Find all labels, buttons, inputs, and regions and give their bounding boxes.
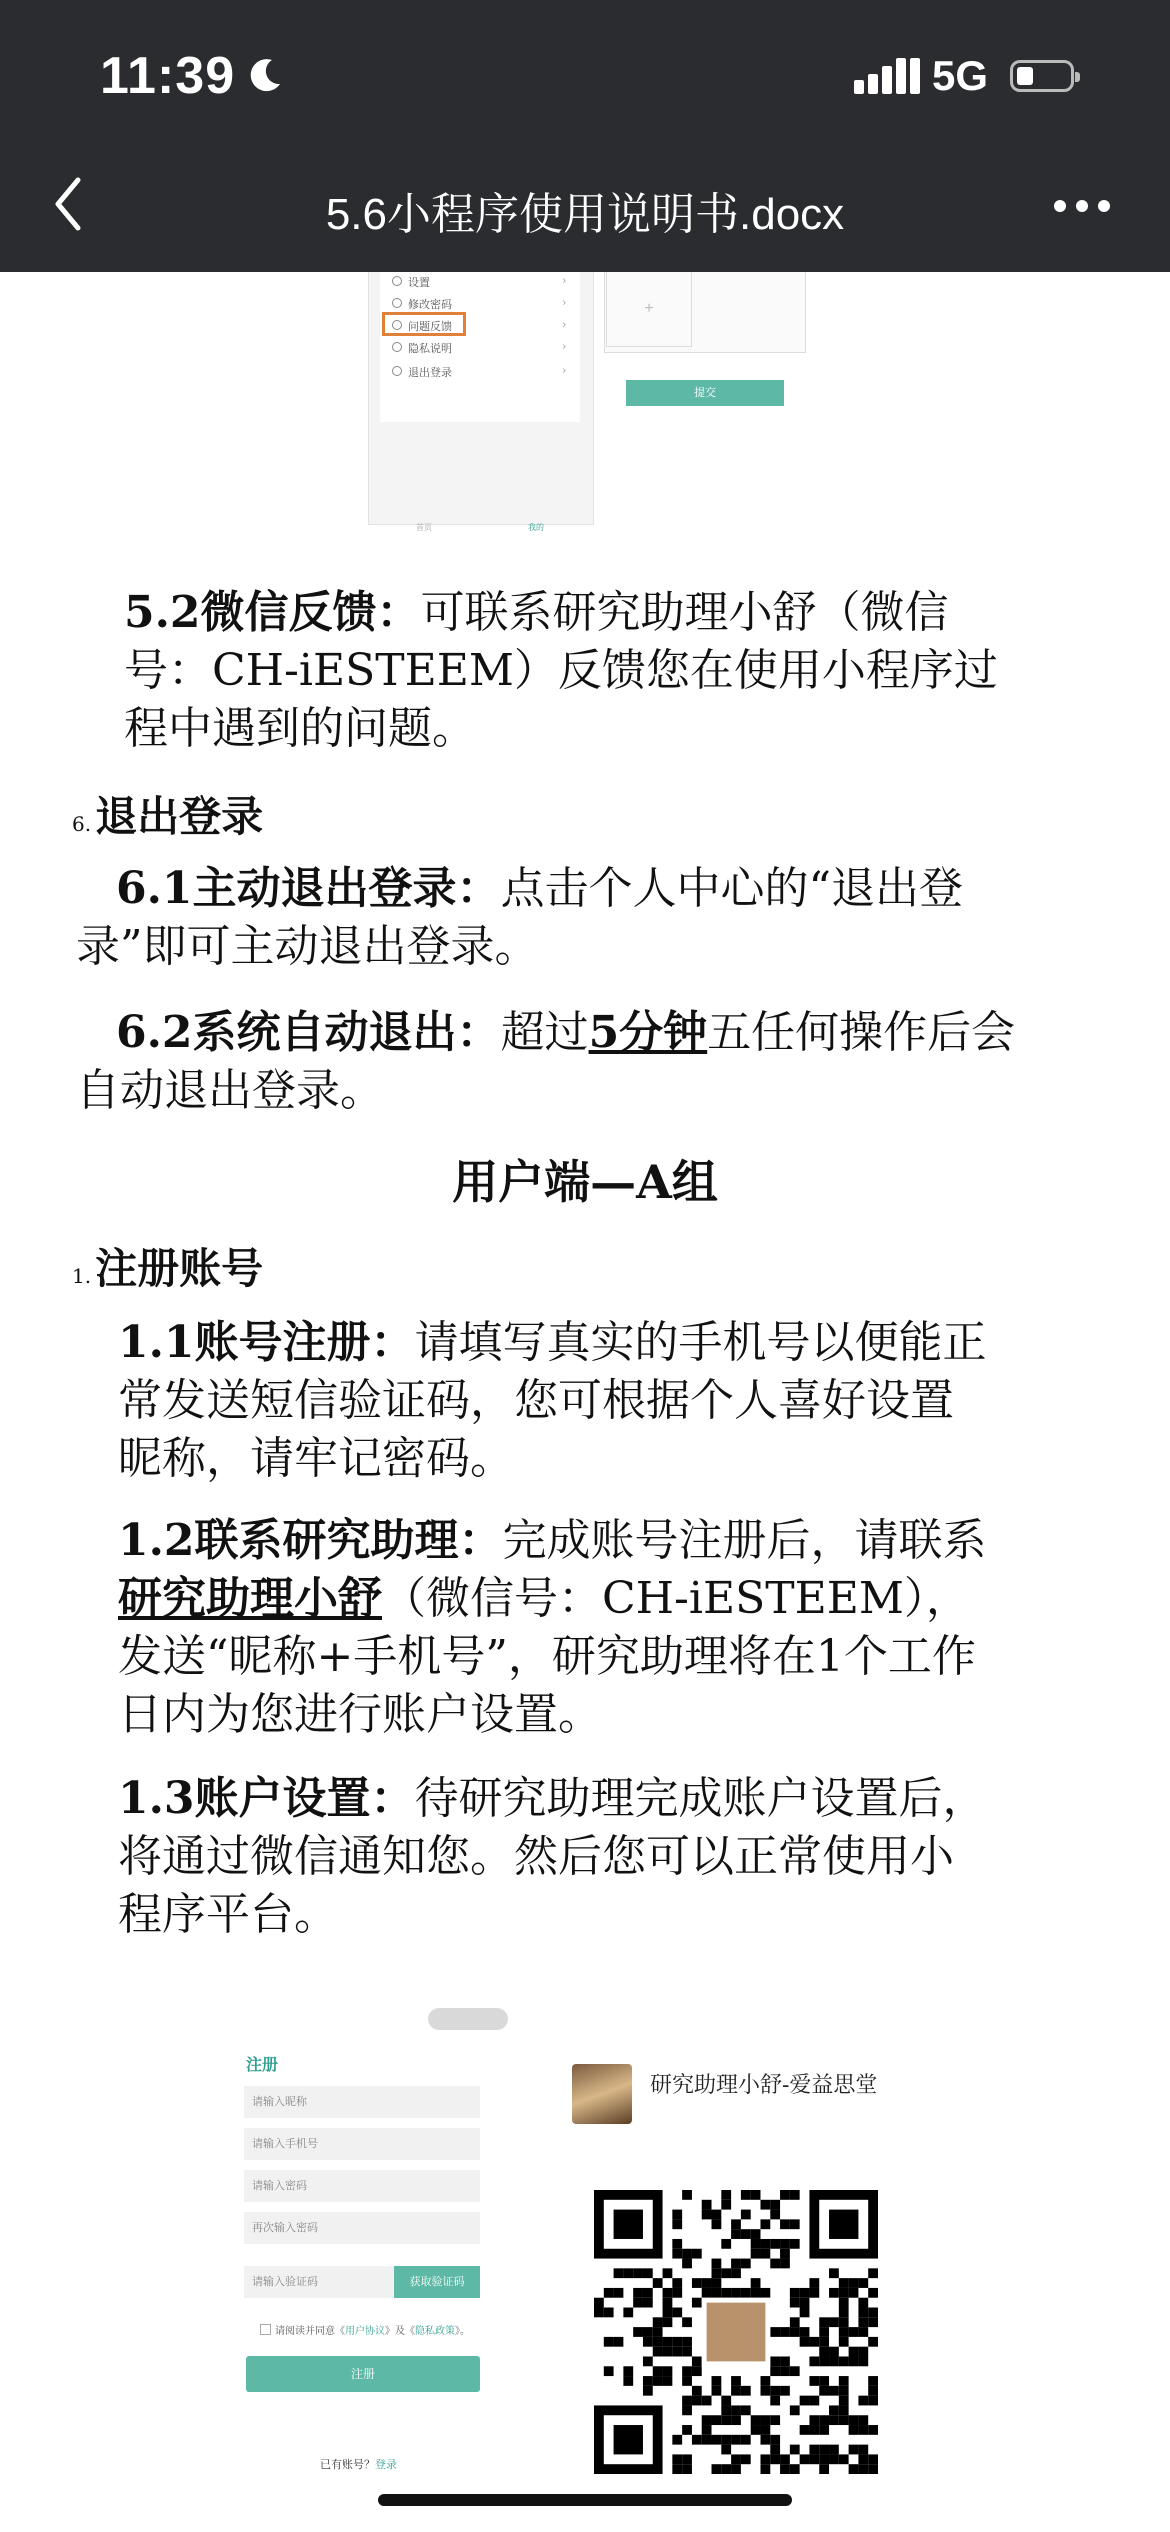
logout-icon <box>392 366 402 376</box>
add-image-icon: + <box>606 272 692 347</box>
document-title: 5.6小程序使用说明书.docx <box>325 190 845 239</box>
tab-home: 首页 <box>416 523 432 532</box>
section-1-heading: 1.注册账号 <box>72 1244 264 1293</box>
app-header <box>0 0 1170 272</box>
register-title: 注册 <box>246 2055 279 2074</box>
status-time: 11:39 <box>100 47 236 105</box>
menu-item: 问题反馈 <box>392 318 452 334</box>
get-code-button: 获取验证码 <box>394 2266 480 2298</box>
contact-name: 研究助理小舒-爱益思堂 <box>650 2073 878 2098</box>
register-button: 注册 <box>246 2356 480 2392</box>
menu-item: 退出登录 <box>392 364 452 380</box>
verification-code-field: 请输入验证码 <box>244 2266 394 2298</box>
tab-mine: 我的 <box>528 523 544 532</box>
chevron-right-icon: › <box>562 364 567 377</box>
moon-icon <box>246 56 284 94</box>
chevron-right-icon: › <box>562 340 567 353</box>
agreement-text: 请阅读并同意《用户协议》及《隐私政策》。 <box>260 2322 470 2337</box>
chevron-right-icon: › <box>562 318 567 331</box>
register-screenshot <box>244 1990 488 2480</box>
contact-avatar <box>572 2064 632 2124</box>
section-6-2: 6.2系统自动退出：超过5分钟五任何操作后会 自动退出登录。 <box>76 1007 1016 1116</box>
miniprogram-capsule-icon <box>428 2008 508 2030</box>
login-link-text: 已有账号？登录 <box>320 2458 397 2471</box>
nickname-field: 请输入昵称 <box>244 2086 480 2118</box>
network-type: 5G <box>932 52 989 99</box>
section-1-2: 1.2联系研究助理：完成账号注册后，请联系 研究助理小舒（微信号：CH-iESTEEM）， 发送“昵称+手机号”，研究助理将在1个工作 日内为您进行账户设置。 <box>118 1515 987 1740</box>
phone-field: 请输入手机号 <box>244 2128 480 2160</box>
menu-item: 隐私说明 <box>392 340 452 356</box>
section-6-heading: 6.退出登录 <box>72 792 264 841</box>
section-6-1: 6.1主动退出登录：点击个人中心的“退出登 录”即可主动退出登录。 <box>76 863 964 972</box>
highlight-box <box>382 312 466 336</box>
chevron-right-icon: › <box>562 296 567 309</box>
home-indicator <box>378 2494 792 2506</box>
menu-item: 修改密码 <box>392 296 452 312</box>
section-5-2: 5.2微信反馈：可联系研究助理小舒（微信 号：CH-iESTEEM）反馈您在使用小程序过 程中遇到的问题。 <box>124 587 998 754</box>
password-field: 请输入密码 <box>244 2170 480 2202</box>
confirm-password-field: 再次输入密码 <box>244 2212 480 2244</box>
chevron-right-icon: › <box>562 274 567 287</box>
battery-icon <box>1010 60 1074 92</box>
qr-code-icon <box>594 2190 878 2474</box>
privacy-icon <box>392 342 402 352</box>
settings-icon <box>392 276 402 286</box>
more-options-icon[interactable] <box>1054 200 1114 214</box>
checkbox-icon <box>260 2324 271 2335</box>
menu-item: 设置 <box>392 274 430 290</box>
lock-icon <box>392 298 402 308</box>
screenshot-submit-button: 提交 <box>626 380 784 406</box>
user-group-heading: 用户端—A组 <box>452 1155 718 1209</box>
section-1-1: 1.1账号注册：请填写真实的手机号以便能正 常发送短信验证码，您可根据个人喜好设置 昵称，请牢记密码。 <box>118 1317 987 1484</box>
section-1-3: 1.3账户设置：待研究助理完成账户设置后， 将通过微信通知您。然后您可以正常使用小 程序平台。 <box>118 1773 987 1940</box>
